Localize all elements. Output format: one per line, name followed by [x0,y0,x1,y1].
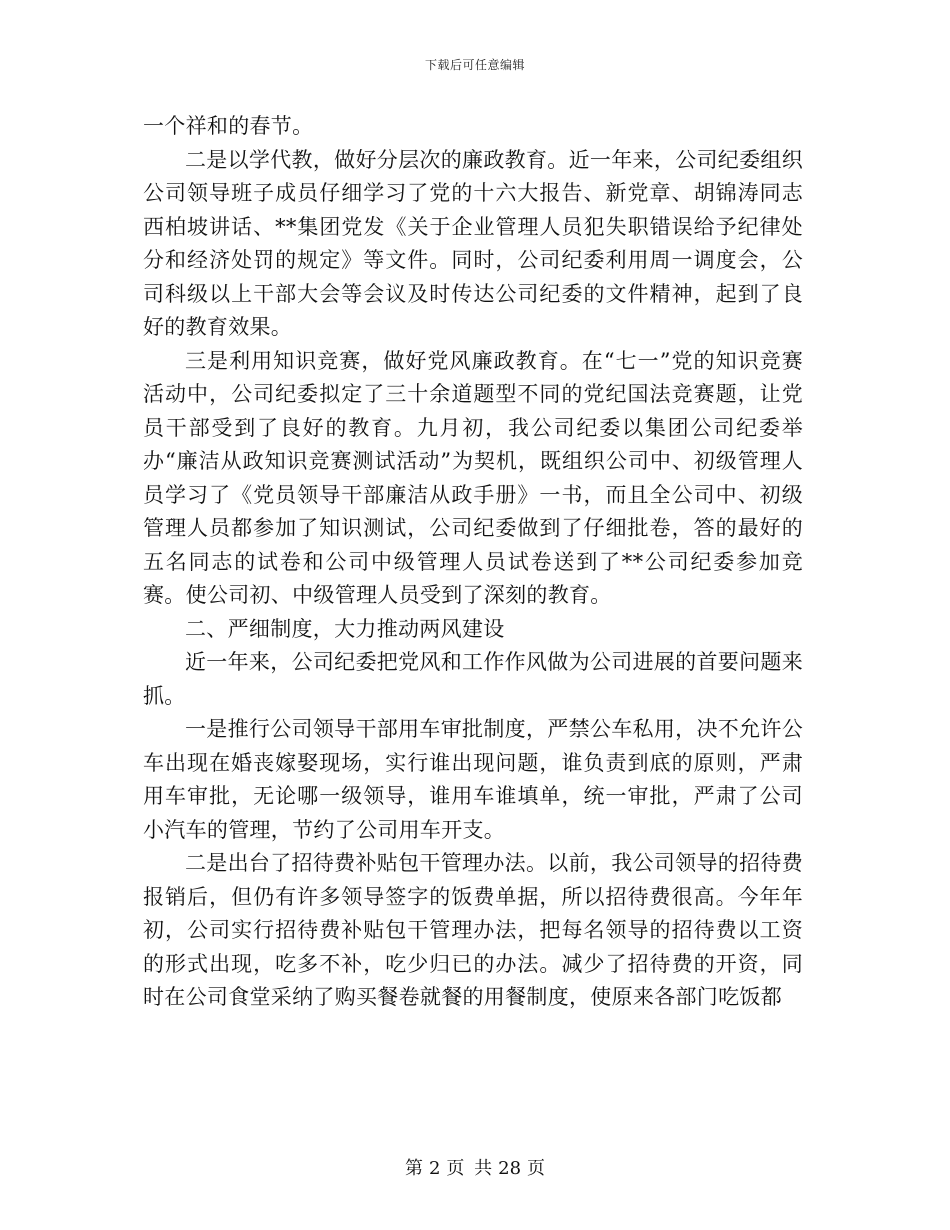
page-current: 2 [428,1158,441,1179]
page-mid: 页 共 [446,1158,493,1179]
page-number-footer [0,1154,950,1180]
page-header-note: 下载后可任意编辑 [424,58,525,72]
page-suffix: 页 [527,1158,546,1179]
paragraph-entertainment-expense: 二是出台了招待费补贴包干管理办法。以前，我公司领导的招待费报销后，但仍有许多领导签字的饭费单据，所以招待费很高。今年年初，公司实行招待费补贴包干管理办法，把每名领导的招待费以工资的形式出现，吃多不补，吃少归已的办法。减少了招待费的开资，同时在公司食堂采纳了购买餐卷就餐的用餐制度，使原来各部门吃饭都 [143,851,803,1009]
paragraph-education-by-study: 二是以学代教，做好分层次的廉政教育。近一年来，公司纪委组织公司领导班子成员仔细学习了党的十六大报告、新党章、胡锦涛同志西柏坡讲话、**集团党发《关于企业管理人员犯失职错误给予纪律处分和经济处罚的规定》等文件。同时，公司纪委利用周一调度会，公司科级以上干部大会等会议及时传达公司纪委的文件精神，起到了良好的教育效果。 [143,147,803,339]
page-prefix: 第 [404,1158,423,1179]
paragraph-section-intro: 近一年来，公司纪委把党风和工作作风做为公司进展的首要问题来抓。 [143,650,803,708]
section-heading-two: 二、严细制度，大力推动两风建设 [185,616,505,641]
document-body [143,110,803,1015]
page-total: 28 [498,1158,522,1179]
paragraph-knowledge-contest: 三是利用知识竞赛，做好党风廉政教育。在“七一”党的知识竞赛活动中，公司纪委拟定了三十余道题型不同的党纪国法竞赛题，让党员干部受到了良好的教育。九月初，我公司纪委以集团公司纪委举办“廉洁从政知识竞赛测试活动”为契机，既组织公司中、初级管理人员学习了《党员领导干部廉洁从政手册》一书，而且全公司中、初级管理人员都参加了知识测试，公司纪委做到了仔细批卷，答的最好的五名同志的试卷和公司中级管理人员试卷送到了**公司纪委参加竞赛。使公司初、中级管理人员受到了深刻的教育。 [143,348,803,607]
paragraph-continuation: 一个祥和的春节。 [143,114,314,138]
paragraph-vehicle-approval: 一是推行公司领导干部用车审批制度，严禁公车私用，决不允许公车出现在婚丧嫁娶现场，实行谁出现问题，谁负责到底的原则，严肃用车审批，无论哪一级领导，谁用车谁填单，统一审批，严肃了公司小汽车的管理，节约了公司用车开支。 [143,717,803,842]
